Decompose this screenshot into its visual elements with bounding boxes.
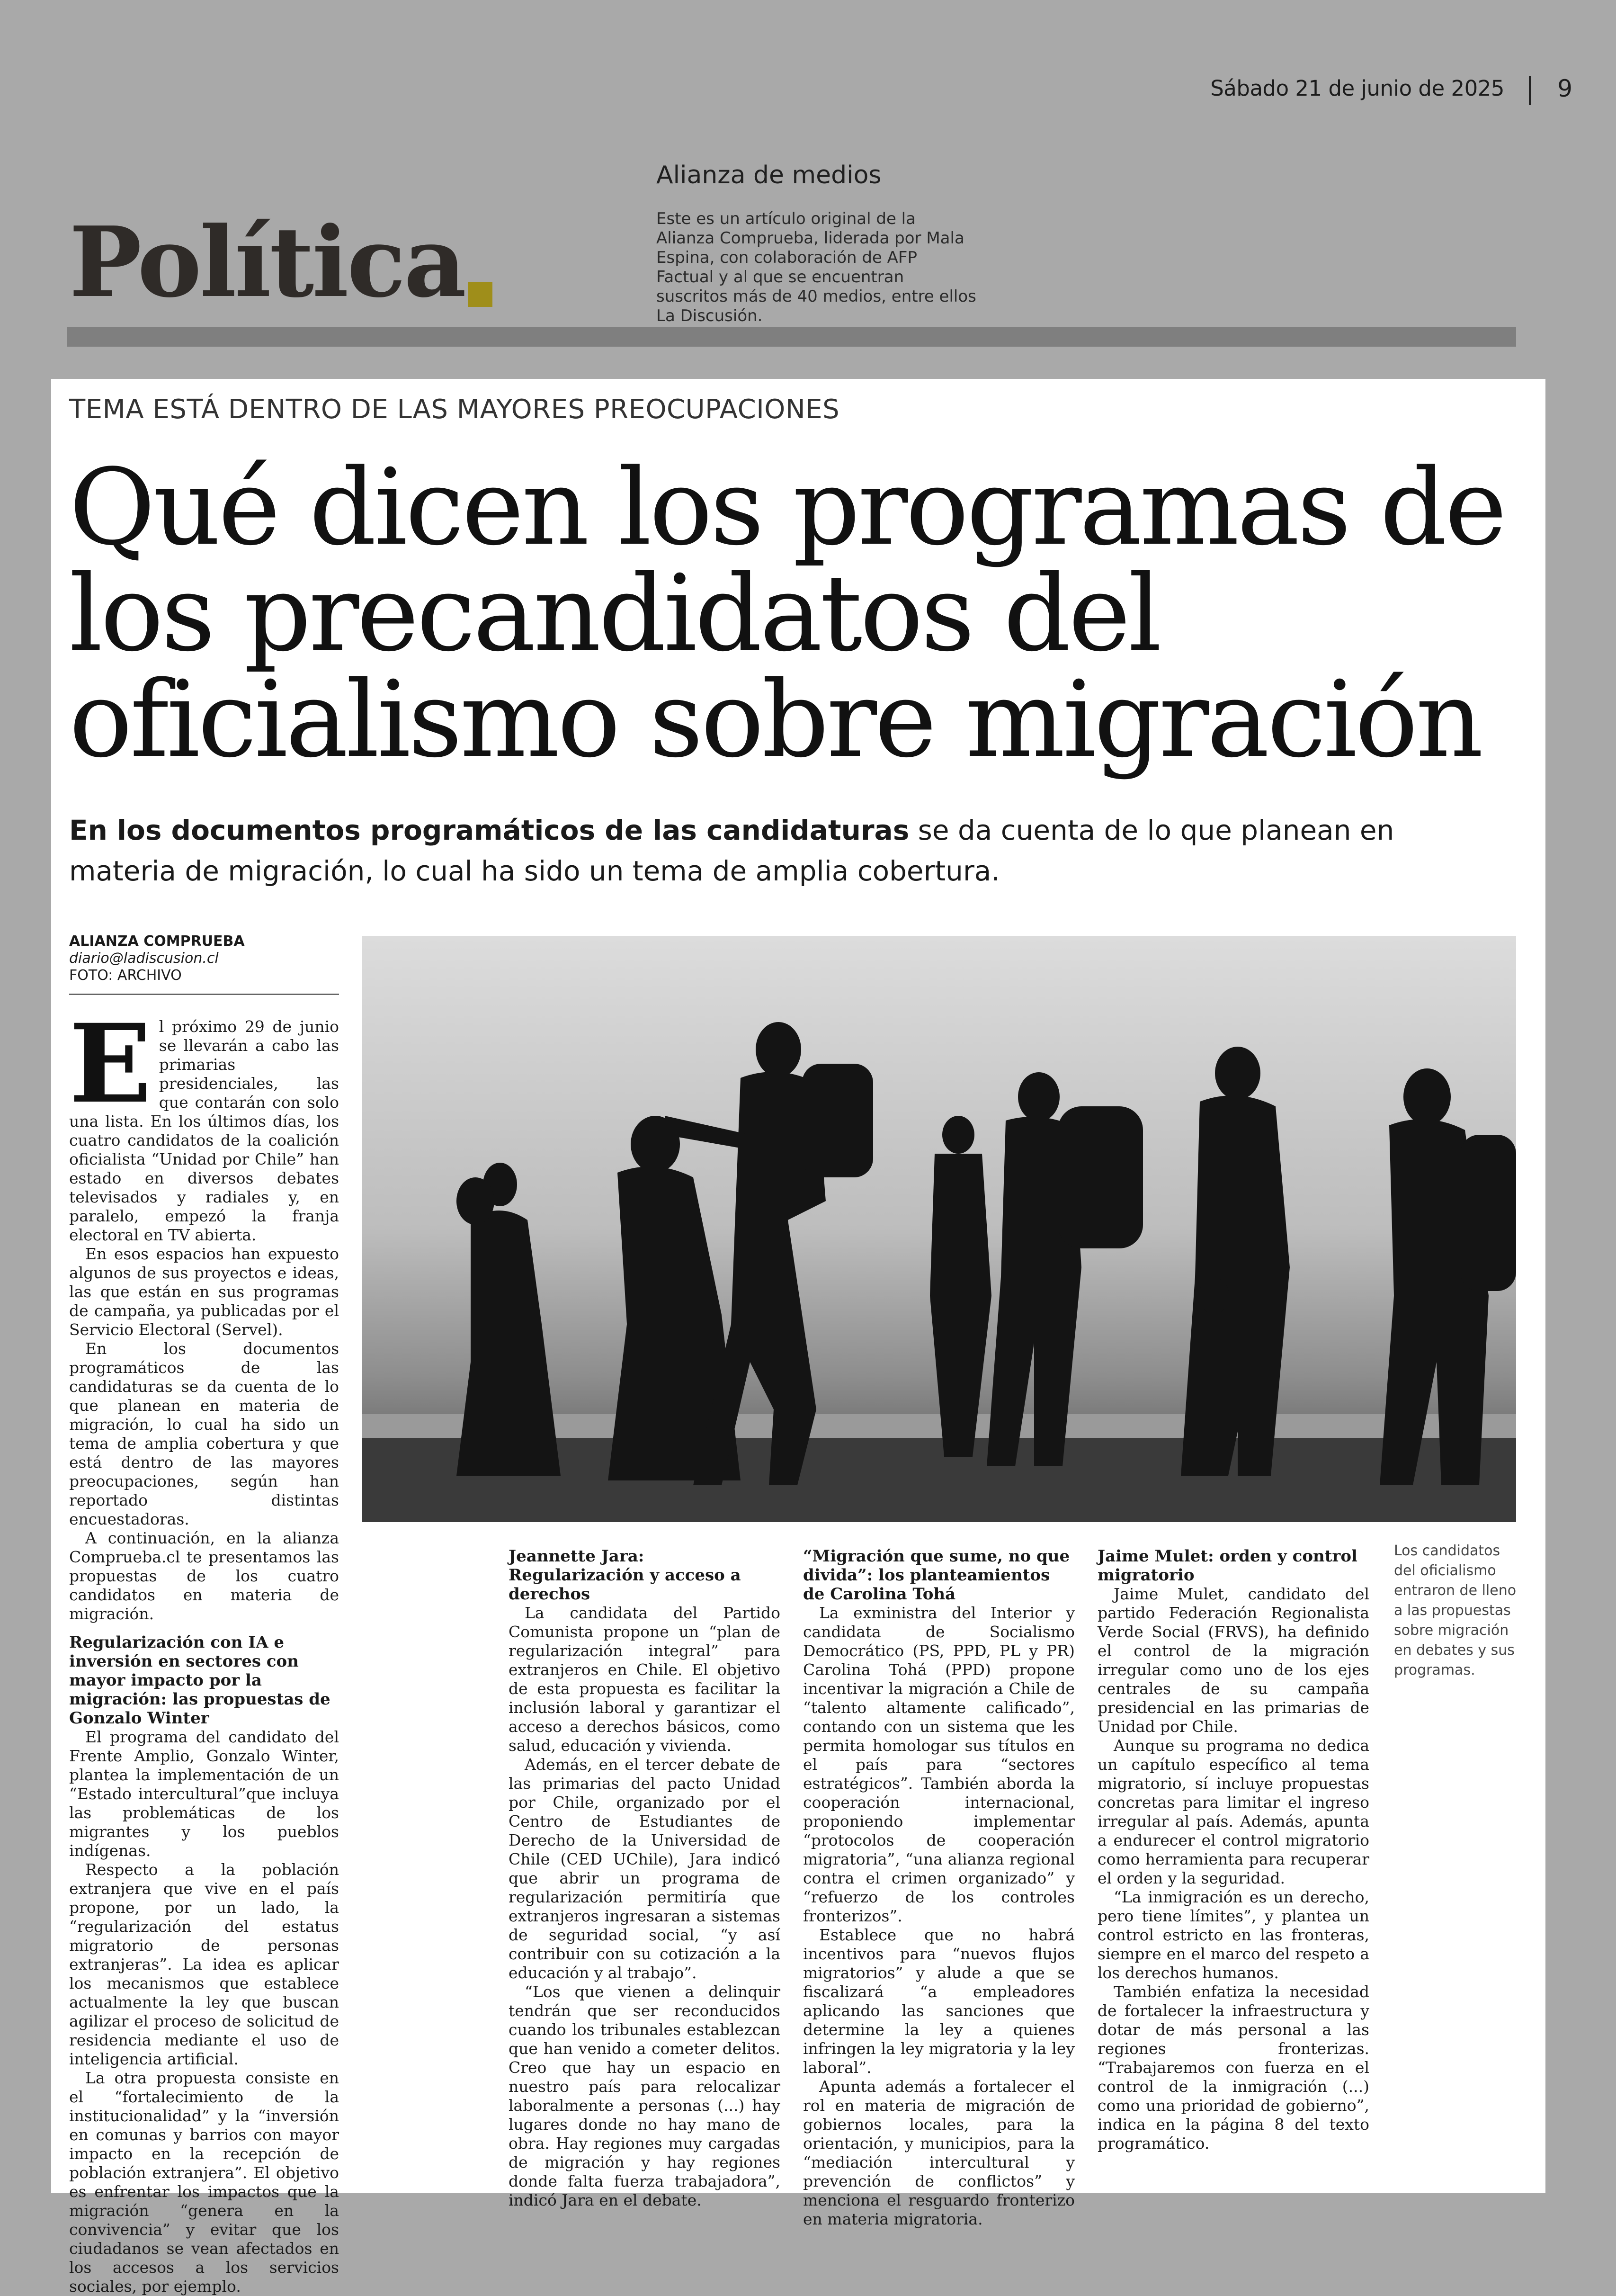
byline-photo-credit: FOTO: ARCHIVO bbox=[69, 967, 182, 984]
column-paragraph: Jaime Mulet, candidato del partido Federación Regionalista Verde Social (FRVS), ha definido el control de la migración irregular como uno de los ejes centrales de su campaña presidencial en las primarias de Unidad por Chile. bbox=[1098, 1585, 1369, 1736]
byline-email[interactable]: diario@ladiscusion.cl bbox=[69, 950, 219, 967]
column-paragraph: Respecto a la población extranjera que vive en el país propone, por un lado, la “regularización del estatus migratorio de personas extranjeras”. La idea es aplicar los mecanismos que establece actualmente la ley que buscan agilizar el proceso de solicitud de residencia mediante el uso de inteligencia artificial. bbox=[69, 1860, 339, 2068]
column-paragraph: l próximo 29 de junio se llevarán a cabo las primarias presidenciales, las que contarán con solo una lista. En los últimos días, los cuatro candidatos de la coalición oficialista “Unidad por Chile” han estado en diversos debates televisados y radiales y, en paralelo, empezó la franja electoral en TV abierta. bbox=[69, 1017, 339, 1244]
column-paragraph: La otra propuesta consiste en el “fortalecimiento de la institucionalidad” y la “inversión en comunas y barrios con mayor impacto en la recepción de población extranjera”. El objetivo es enfrentar los impactos que la migración “genera en la convivencia” y evitar que los ciudadanos se vean afectados en los accesos a los servicios sociales, por ejemplo. bbox=[69, 2069, 339, 2296]
column-paragraph: En los documentos programáticos de las candidaturas se da cuenta de lo que planean en materia de migración, lo cual ha sido un tema de amplia cobertura y que está dentro de las mayores preocupaciones, según han reportado distintas encuestadoras. bbox=[69, 1339, 339, 1528]
column-paragraph: Apunta además a fortalecer el rol en materia de migración de gobiernos locales, para la orientación, y municipios, para la “mediación intercultural y prevención de conflictos” y menciona el resguardo fronterizo en materia migratoria. bbox=[803, 2077, 1075, 2228]
article-column-4 bbox=[1098, 1547, 1369, 2153]
byline-author: ALIANZA COMPRUEBA bbox=[69, 933, 245, 950]
column-paragraph: La exministra del Interior y candidata de Socialismo Democrático (PS, PPD, PL y PR) Carolina Tohá (PPD) propone incentivar la migración a Chile de “talento altamente calificado”, contando con un sistema que les permita homologar sus títulos en el país para “sectores estratégicos”. También aborda la cooperación internacional, proponiendo implementar “protocolos de cooperación migratoria”, “una alianza regional contra el crimen organizado” y “refuerzo de los controles fronterizos”. bbox=[803, 1604, 1075, 1925]
subheading-winter: Regularización con IA e inversión en sectores con mayor impacto por la migración: las propuestas de Gonzalo Winter bbox=[69, 1633, 330, 1728]
byline bbox=[69, 933, 339, 984]
section-title: Política bbox=[69, 206, 465, 319]
column-paragraph: En esos espacios han expuesto algunos de sus proyectos e ideas, las que están en sus programas de campaña, ya publicadas por el Servicio Electoral (Servel). bbox=[69, 1245, 339, 1339]
column-paragraph: Establece que no habrá incentivos para “nuevos flujos migratorios” y alude a que se fiscalizará “a empleadores aplicando las sanciones que determine la ley a quienes infringen la ley migratoria y la ley laboral”. bbox=[803, 1926, 1075, 2077]
migrants-silhouette-image bbox=[362, 936, 1516, 1522]
photo-caption: Los candidatos del oficialismo entraron de lleno a las propuestas sobre migración en debates y sus programas. bbox=[1394, 1543, 1517, 1678]
article-headline: Qué dicen los programas de los precandidatos del oficialismo sobre migración bbox=[69, 447, 1505, 781]
column-paragraph: La candidata del Partido Comunista propone un “plan de regularización integral” para extranjeros en Chile. El objetivo de esta propuesta es facilitar la inclusión laboral y garantizar el acceso a derechos básicos, como salud, educación y vivienda. bbox=[509, 1604, 780, 1755]
issue-date: Sábado 21 de junio de 2025 bbox=[1210, 76, 1504, 101]
column-paragraph: “Los que vienen a delinquir tendrán que ser reconducidos cuando los tribunales establezcan que han venido a cometer delitos. Creo que hay un espacio en nuestro país para relocalizar laboralmente a personas (...) hay lugares donde no hay mano de obra. Hay regiones muy cargadas de migración y hay regiones donde falta fuerza trabajadora”, indicó Jara en el debate. bbox=[509, 1982, 780, 2209]
header-rule bbox=[67, 327, 1516, 347]
subheading-mulet: Jaime Mulet: orden y control migratorio bbox=[1098, 1547, 1357, 1585]
article-kicker: TEMA ESTÁ DENTRO DE LAS MAYORES PREOCUPACIONES bbox=[69, 394, 840, 425]
alliance-note: Este es un artículo original de la Alianza Comprueba, liderada por Mala Espina, con colaboración de AFP Factual y al que se encuentran suscritos más de 40 medios, entre ellos La Discusión. bbox=[656, 209, 976, 325]
column-paragraph: Además, en el tercer debate de las primarias del pacto Unidad por Chile, organizado por el Centro de Estudiantes de Derecho de la Universidad de Chile (CED UChile), Jara indicó que abrir un programa de regularización permitiría que extranjeros ingresaran a sistemas de seguridad social, “y así contribuir con su cotización a la educación y al trabajo”. bbox=[509, 1755, 780, 1982]
dropcap-letter: E bbox=[69, 1000, 152, 1127]
lede-bold: En los documentos programáticos de las candidaturas bbox=[69, 814, 910, 846]
alliance-title: Alianza de medios bbox=[656, 161, 882, 189]
column-paragraph: También enfatiza la necesidad de fortalecer la infraestructura y dotar de más personal a las regiones fronterizas. “Trabajaremos con fuerza en el control de la inmigración (...) como una prioridad de gobierno”, indica en la página 8 del texto programático. bbox=[1098, 1982, 1369, 2152]
article-column-2 bbox=[509, 1547, 780, 2210]
page-number: 9 bbox=[1557, 75, 1572, 102]
column-paragraph: “La inmigración es un derecho, pero tiene límites”, y plantea un control estricto en las fronteras, siempre en el marco del respeto a los derechos humanos. bbox=[1098, 1888, 1369, 1982]
byline-rule bbox=[69, 994, 339, 995]
article-column-3 bbox=[803, 1547, 1075, 2229]
subheading-toha: “Migración que sume, no que divida”: los planteamientos de Carolina Tohá bbox=[803, 1547, 1070, 1604]
subheading-jara: Jeannette Jara: Regularización y acceso a derechos bbox=[509, 1547, 741, 1604]
article-column-1 bbox=[69, 1000, 339, 2296]
header-separator bbox=[1529, 76, 1531, 105]
article-lede bbox=[69, 810, 1499, 891]
column-paragraph: A continuación, en la alianza Comprueba.cl te presentamos las propuestas de los cuatro candidatos en materia de migración. bbox=[69, 1529, 339, 1623]
article-photo bbox=[362, 936, 1516, 1522]
section-dot bbox=[468, 282, 492, 307]
column-paragraph: Aunque su programa no dedica un capítulo específico al tema migratorio, sí incluye propuestas concretas para limitar el ingreso irregular al país. Además, apunta a endurecer el control migratorio como herramienta para recuperar el orden y la seguridad. bbox=[1098, 1736, 1369, 1887]
column-paragraph: El programa del candidato del Frente Amplio, Gonzalo Winter, plantea la implementación de un “Estado intercultural”que incluya las problemáticas de los migrantes y los pueblos indígenas. bbox=[69, 1728, 339, 1860]
lede-rest: se da cuenta de lo que planean en materia de migración, lo cual ha sido un tema de amplia cobertura. bbox=[69, 814, 1394, 887]
